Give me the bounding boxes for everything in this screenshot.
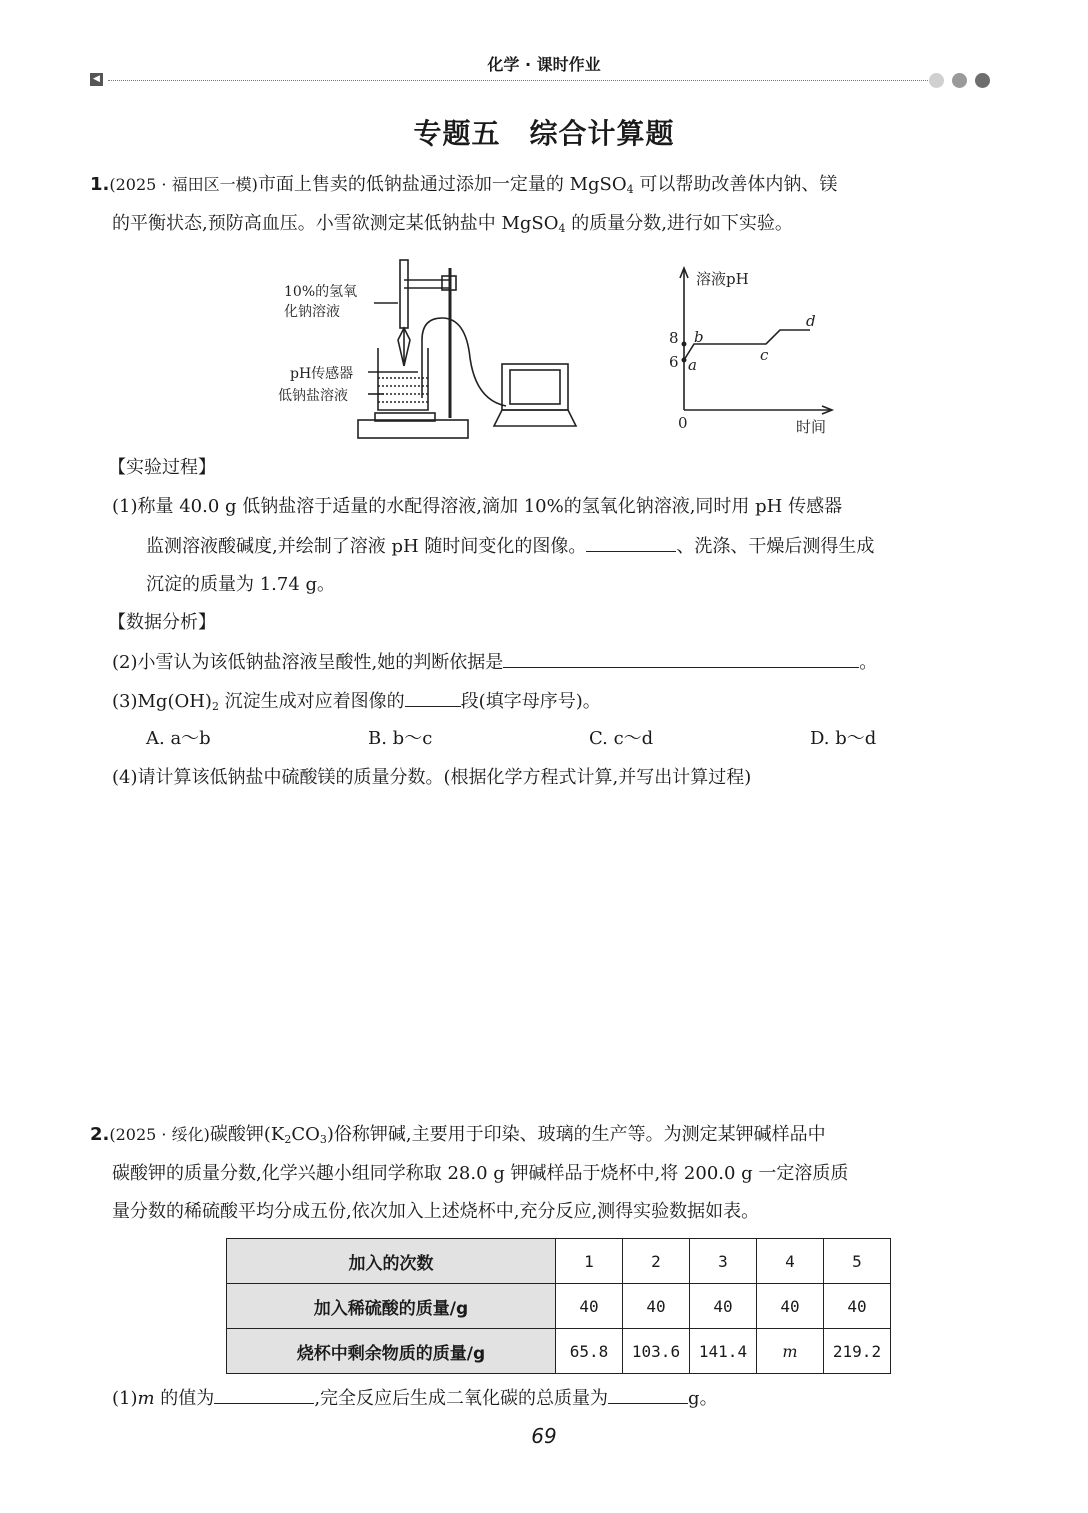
q2-number: 2. xyxy=(90,1124,110,1145)
header-title: 化学 · 课时作业 xyxy=(487,55,601,74)
option-c[interactable]: C. c～d xyxy=(589,728,654,749)
row-header: 加入的次数 xyxy=(227,1239,556,1284)
left-triangle-icon: ◀ xyxy=(90,73,103,86)
header-dot-mid xyxy=(952,73,967,88)
table-row xyxy=(227,1284,891,1329)
graph-point-d: d xyxy=(806,312,816,330)
table-cell-m: m xyxy=(757,1329,824,1374)
point-a-marker xyxy=(682,358,687,363)
table-cell: 5 xyxy=(824,1239,891,1284)
q1-source: (2025 · 福田区一模) xyxy=(109,175,258,194)
table-cell: 219.2 xyxy=(824,1329,891,1374)
q1-number: 1. xyxy=(90,174,110,195)
option-b[interactable]: B. b～c xyxy=(368,728,433,749)
answer-blank-2[interactable] xyxy=(503,649,859,668)
table-cell: 40 xyxy=(690,1284,757,1329)
header-divider xyxy=(108,80,928,81)
table-cell: 40 xyxy=(556,1284,623,1329)
q1-p3: $(3)Mg(OH)_2$ 沉淀生成对应着图像的 段(填字母序号)。 xyxy=(112,688,601,720)
table-cell: 4 xyxy=(757,1239,824,1284)
ph-time-graph xyxy=(660,262,840,438)
q1-p4: (4)请计算该低钠盐中硫酸镁的质量分数。(根据化学方程式计算,并写出计算过程) xyxy=(112,767,752,788)
q2-line3: 量分数的稀硫酸平均分成五份,依次加入上述烧杯中,充分反应,测得实验数据如表。 xyxy=(112,1201,760,1222)
row-header: 烧杯中剩余物质的质量/g xyxy=(227,1329,556,1374)
table-cell: 141.4 xyxy=(690,1329,757,1374)
answer-blank-3[interactable] xyxy=(405,688,461,707)
apparatus-diagram xyxy=(270,248,590,448)
graph-tick-6: 6 xyxy=(669,353,679,371)
table-cell: 1 xyxy=(556,1239,623,1284)
data-table xyxy=(226,1238,891,1374)
q2-p1: (1)m 的值为 ,完全反应后生成二氧化碳的总质量为 g。 xyxy=(112,1385,718,1412)
table-cell: 40 xyxy=(757,1284,824,1329)
table-row xyxy=(227,1239,891,1284)
option-a[interactable]: A. a～b xyxy=(146,728,211,749)
q2-line2: 碳酸钾的质量分数,化学兴趣小组同学称取 28.0 g 钾碱样品于烧杯中,将 200.0 g 一定溶质质 xyxy=(112,1163,849,1184)
answer-blank-m[interactable] xyxy=(214,1385,314,1404)
label-solution: 低钠盐溶液 xyxy=(278,388,348,404)
row-header: 加入稀硫酸的质量/g xyxy=(227,1284,556,1329)
exp-heading: 【实验过程】 xyxy=(108,457,216,478)
point-b-marker xyxy=(682,342,687,347)
header-dot-light xyxy=(929,73,944,88)
graph-origin: 0 xyxy=(678,414,688,432)
table-cell: 103.6 xyxy=(623,1329,690,1374)
graph-point-a: a xyxy=(688,356,697,374)
table-cell: 65.8 xyxy=(556,1329,623,1374)
section-title: 专题五 综合计算题 xyxy=(413,117,675,150)
table-cell: 40 xyxy=(623,1284,690,1329)
option-d[interactable]: D. b～d xyxy=(810,728,877,749)
q1-p1-line3: 沉淀的质量为 1.74 g。 xyxy=(146,574,336,595)
graph-x-label: 时间 xyxy=(796,418,827,436)
q1-p1-line1: (1)称量 40.0 g 低钠盐溶于适量的水配得溶液,滴加 10%的氢氧化钠溶液,同时用 pH 传感器 xyxy=(112,496,843,517)
q2-line1: 2.(2025 · 绥化)碳酸钾$(K_2CO_3)$俗称钾碱,主要用于印染、玻璃的生产等。为测定某钾碱样品中 xyxy=(90,1124,826,1146)
graph-y-label: 溶液pH xyxy=(696,270,749,288)
q1-p2: (2)小雪认为该低钠盐溶液呈酸性,她的判断依据是 。 xyxy=(112,649,877,676)
table-cell: 2 xyxy=(623,1239,690,1284)
q1-line2: 的平衡状态,预防高血压。小雪欲测定某低钠盐中 MgSO$_4$ 的质量分数,进行如下实验。 xyxy=(112,213,793,235)
graph-tick-8: 8 xyxy=(669,329,679,347)
q2-source: (2025 · 绥化) xyxy=(109,1125,210,1144)
table-cell: 3 xyxy=(690,1239,757,1284)
table-cell: 40 xyxy=(824,1284,891,1329)
answer-blank-co2[interactable] xyxy=(608,1385,688,1404)
graph-point-b: b xyxy=(694,328,704,346)
header-dot-dark xyxy=(975,73,990,88)
graph-point-c: c xyxy=(760,346,769,364)
q1-p1-line2: 监测溶液酸碱度,并绘制了溶液 pH 随时间变化的图像。 、洗涤、干燥后测得生成 xyxy=(146,533,874,560)
label-sensor: pH传感器 xyxy=(290,366,354,382)
q1-line1: 1.(2025 · 福田区一模)市面上售卖的低钠盐通过添加一定量的 MgSO$_4$ 可以帮助改善体内钠、镁 xyxy=(90,174,838,196)
table-row xyxy=(227,1329,891,1374)
data-heading: 【数据分析】 xyxy=(108,612,216,633)
label-naoh-1: 10%的氢氧 xyxy=(284,284,358,300)
page-number: 69 xyxy=(531,1424,557,1448)
answer-blank-1[interactable] xyxy=(586,533,676,552)
label-naoh-2: 化钠溶液 xyxy=(284,304,340,320)
